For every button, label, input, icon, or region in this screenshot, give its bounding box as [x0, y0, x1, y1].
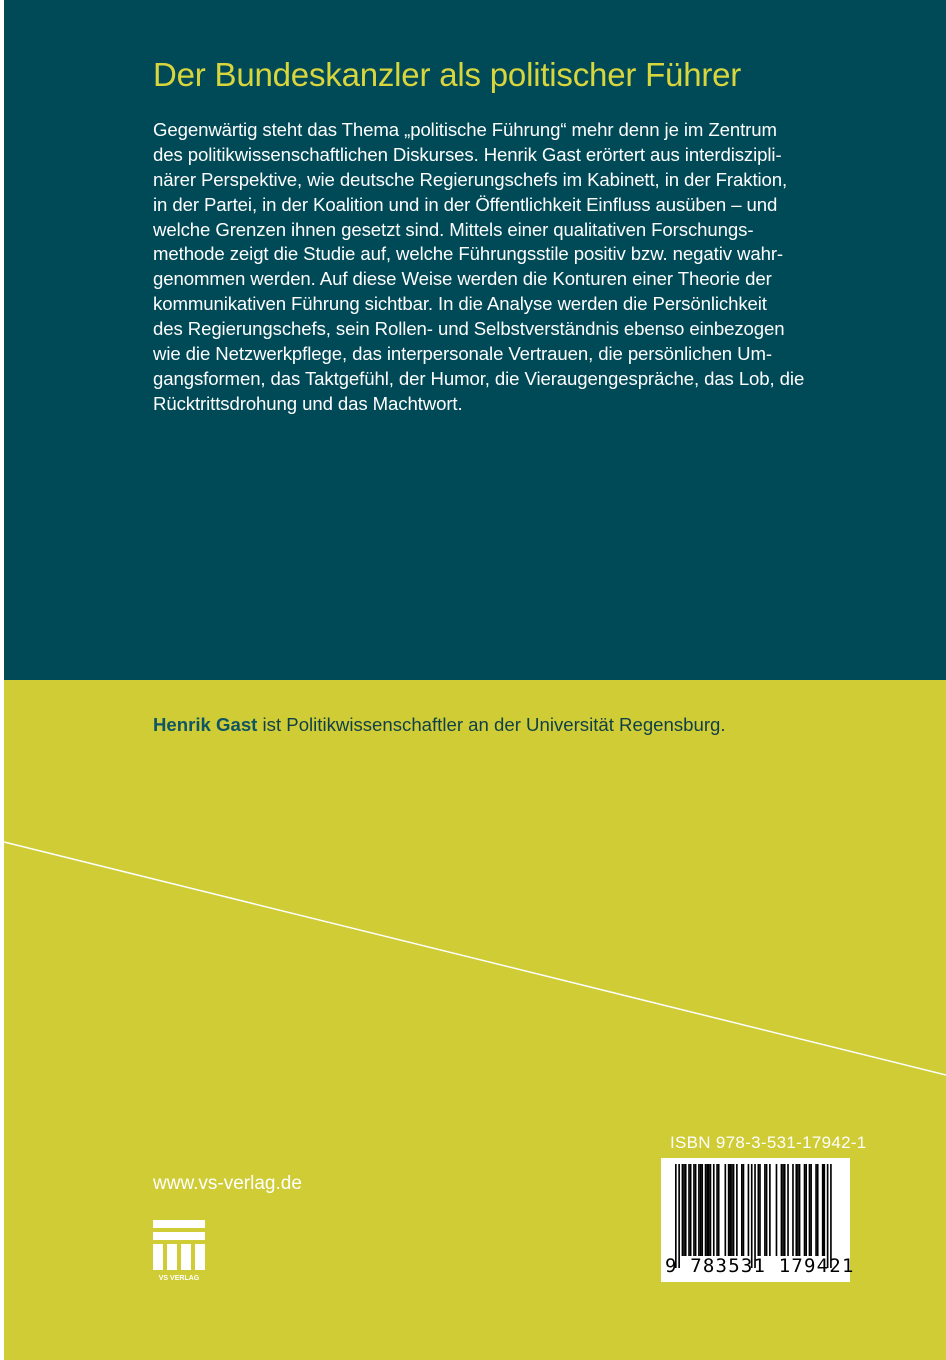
barcode-bar — [705, 1164, 707, 1256]
publisher-website[interactable]: www.vs-verlag.de — [153, 1173, 302, 1194]
author-name: Henrik Gast — [153, 714, 258, 735]
blurb-line: in der Partei, in der Koalition und in der Öffentlichkeit Einfluss ausüben – und — [153, 193, 778, 215]
barcode-bar — [731, 1164, 733, 1256]
barcode-bar — [725, 1164, 727, 1256]
barcode-bar — [776, 1164, 778, 1256]
barcode-bar — [695, 1164, 697, 1256]
barcode-bar — [698, 1164, 700, 1256]
barcode-bar — [751, 1164, 753, 1268]
barcode-bar — [805, 1164, 807, 1256]
blurb-line: närer Perspektive, wie deutsche Regierungschefs im Kabinett, in der Fraktion, — [153, 168, 788, 190]
barcode-bar — [782, 1164, 784, 1256]
author-description: ist Politikwissenschaftler an der Universität Regensburg. — [257, 714, 726, 735]
barcode-bar — [710, 1164, 712, 1256]
barcode-bar — [804, 1164, 806, 1256]
barcode-bar — [678, 1164, 680, 1268]
barcode-bar — [741, 1164, 743, 1256]
blurb-line: kommunikativen Führung sichtbar. In die Analyse werden die Persönlichkeit — [153, 293, 767, 315]
barcode-bar — [743, 1164, 745, 1256]
isbn-barcode — [661, 1158, 855, 1282]
book-title: Der Bundeskanzler als politischer Führer — [153, 56, 742, 93]
barcode-bar — [688, 1164, 690, 1256]
blurb-text — [153, 118, 873, 417]
barcode-bar — [729, 1164, 731, 1256]
barcode-bar — [817, 1164, 819, 1256]
barcode-bar — [700, 1164, 702, 1256]
barcode-bar — [706, 1164, 708, 1256]
blurb-line: des Regierungschefs, sein Rollen- und Selbstverständnis ebenso einbezogen — [153, 318, 785, 340]
barcode-bar — [754, 1164, 756, 1268]
barcode-bar — [682, 1164, 684, 1256]
barcode-bar — [708, 1164, 710, 1256]
blurb-line: Rücktrittsdrohung und das Machtwort. — [153, 392, 463, 414]
barcode-bar — [736, 1164, 738, 1256]
author-bio — [153, 714, 726, 736]
isbn-label: ISBN 978-3-531-17942-1 — [670, 1133, 867, 1152]
barcode-bar — [718, 1164, 720, 1256]
barcode-bar — [733, 1164, 735, 1256]
publisher-logo-text: VS VERLAG — [158, 1275, 200, 1282]
blurb-line: methode zeigt die Studie auf, welche Führungsstile positiv bzw. negativ wahr- — [153, 243, 783, 265]
barcode-bar — [769, 1164, 771, 1256]
barcode-bar — [787, 1164, 789, 1256]
barcode-bar — [822, 1164, 824, 1256]
blurb-line: welche Grenzen ihnen gesetzt sind. Mittels einer qualitativen Forschungs- — [153, 218, 754, 240]
barcode-bar — [809, 1164, 811, 1256]
blurb-line: gangsformen, das Taktgefühl, der Humor, die Vieraugengespräche, das Lob, die — [153, 367, 805, 389]
barcode-bar — [830, 1164, 832, 1268]
blurb-line: des politikwissenschaftlichen Diskurses. Henrik Gast erörtert aus interdiszipli- — [153, 143, 782, 165]
barcode-bar — [685, 1164, 687, 1256]
barcode-bar — [728, 1164, 730, 1256]
barcode-bar — [690, 1164, 692, 1256]
barcode-bar — [748, 1164, 750, 1256]
barcode-bar — [766, 1164, 768, 1256]
barcode-bar — [792, 1164, 794, 1256]
barcode-bar — [693, 1164, 695, 1256]
barcode-bar — [781, 1164, 783, 1256]
barcode-bar — [701, 1164, 703, 1256]
barcode-bar — [824, 1164, 826, 1256]
barcode-bar — [810, 1164, 812, 1256]
barcode-bar — [764, 1164, 766, 1256]
barcode-bar — [827, 1164, 829, 1268]
barcode-bar — [799, 1164, 801, 1256]
blurb-line: wie die Netzwerkpflege, das interpersonale Vertrauen, die persönlichen Um- — [153, 343, 772, 365]
barcode-bar — [797, 1164, 799, 1256]
barcode-bar — [713, 1164, 715, 1256]
barcode-bar — [683, 1164, 685, 1256]
barcode-bar — [716, 1164, 718, 1256]
barcode-bar — [784, 1164, 786, 1256]
blurb-line: genommen werden. Auf diese Weise werden die Konturen einer Theorie der — [153, 268, 772, 290]
barcode-bar — [758, 1164, 760, 1256]
barcode-bar — [759, 1164, 761, 1256]
blurb-line: Gegenwärtig steht das Thema „politische Führung“ mehr denn je im Zentrum — [153, 119, 777, 140]
barcode-digits: 9 783531 179421 — [665, 1255, 855, 1277]
barcode-bar — [795, 1164, 797, 1256]
barcode-bar — [675, 1164, 677, 1268]
vs-verlag-logo-icon — [153, 1220, 205, 1282]
barcode-bar — [815, 1164, 817, 1256]
